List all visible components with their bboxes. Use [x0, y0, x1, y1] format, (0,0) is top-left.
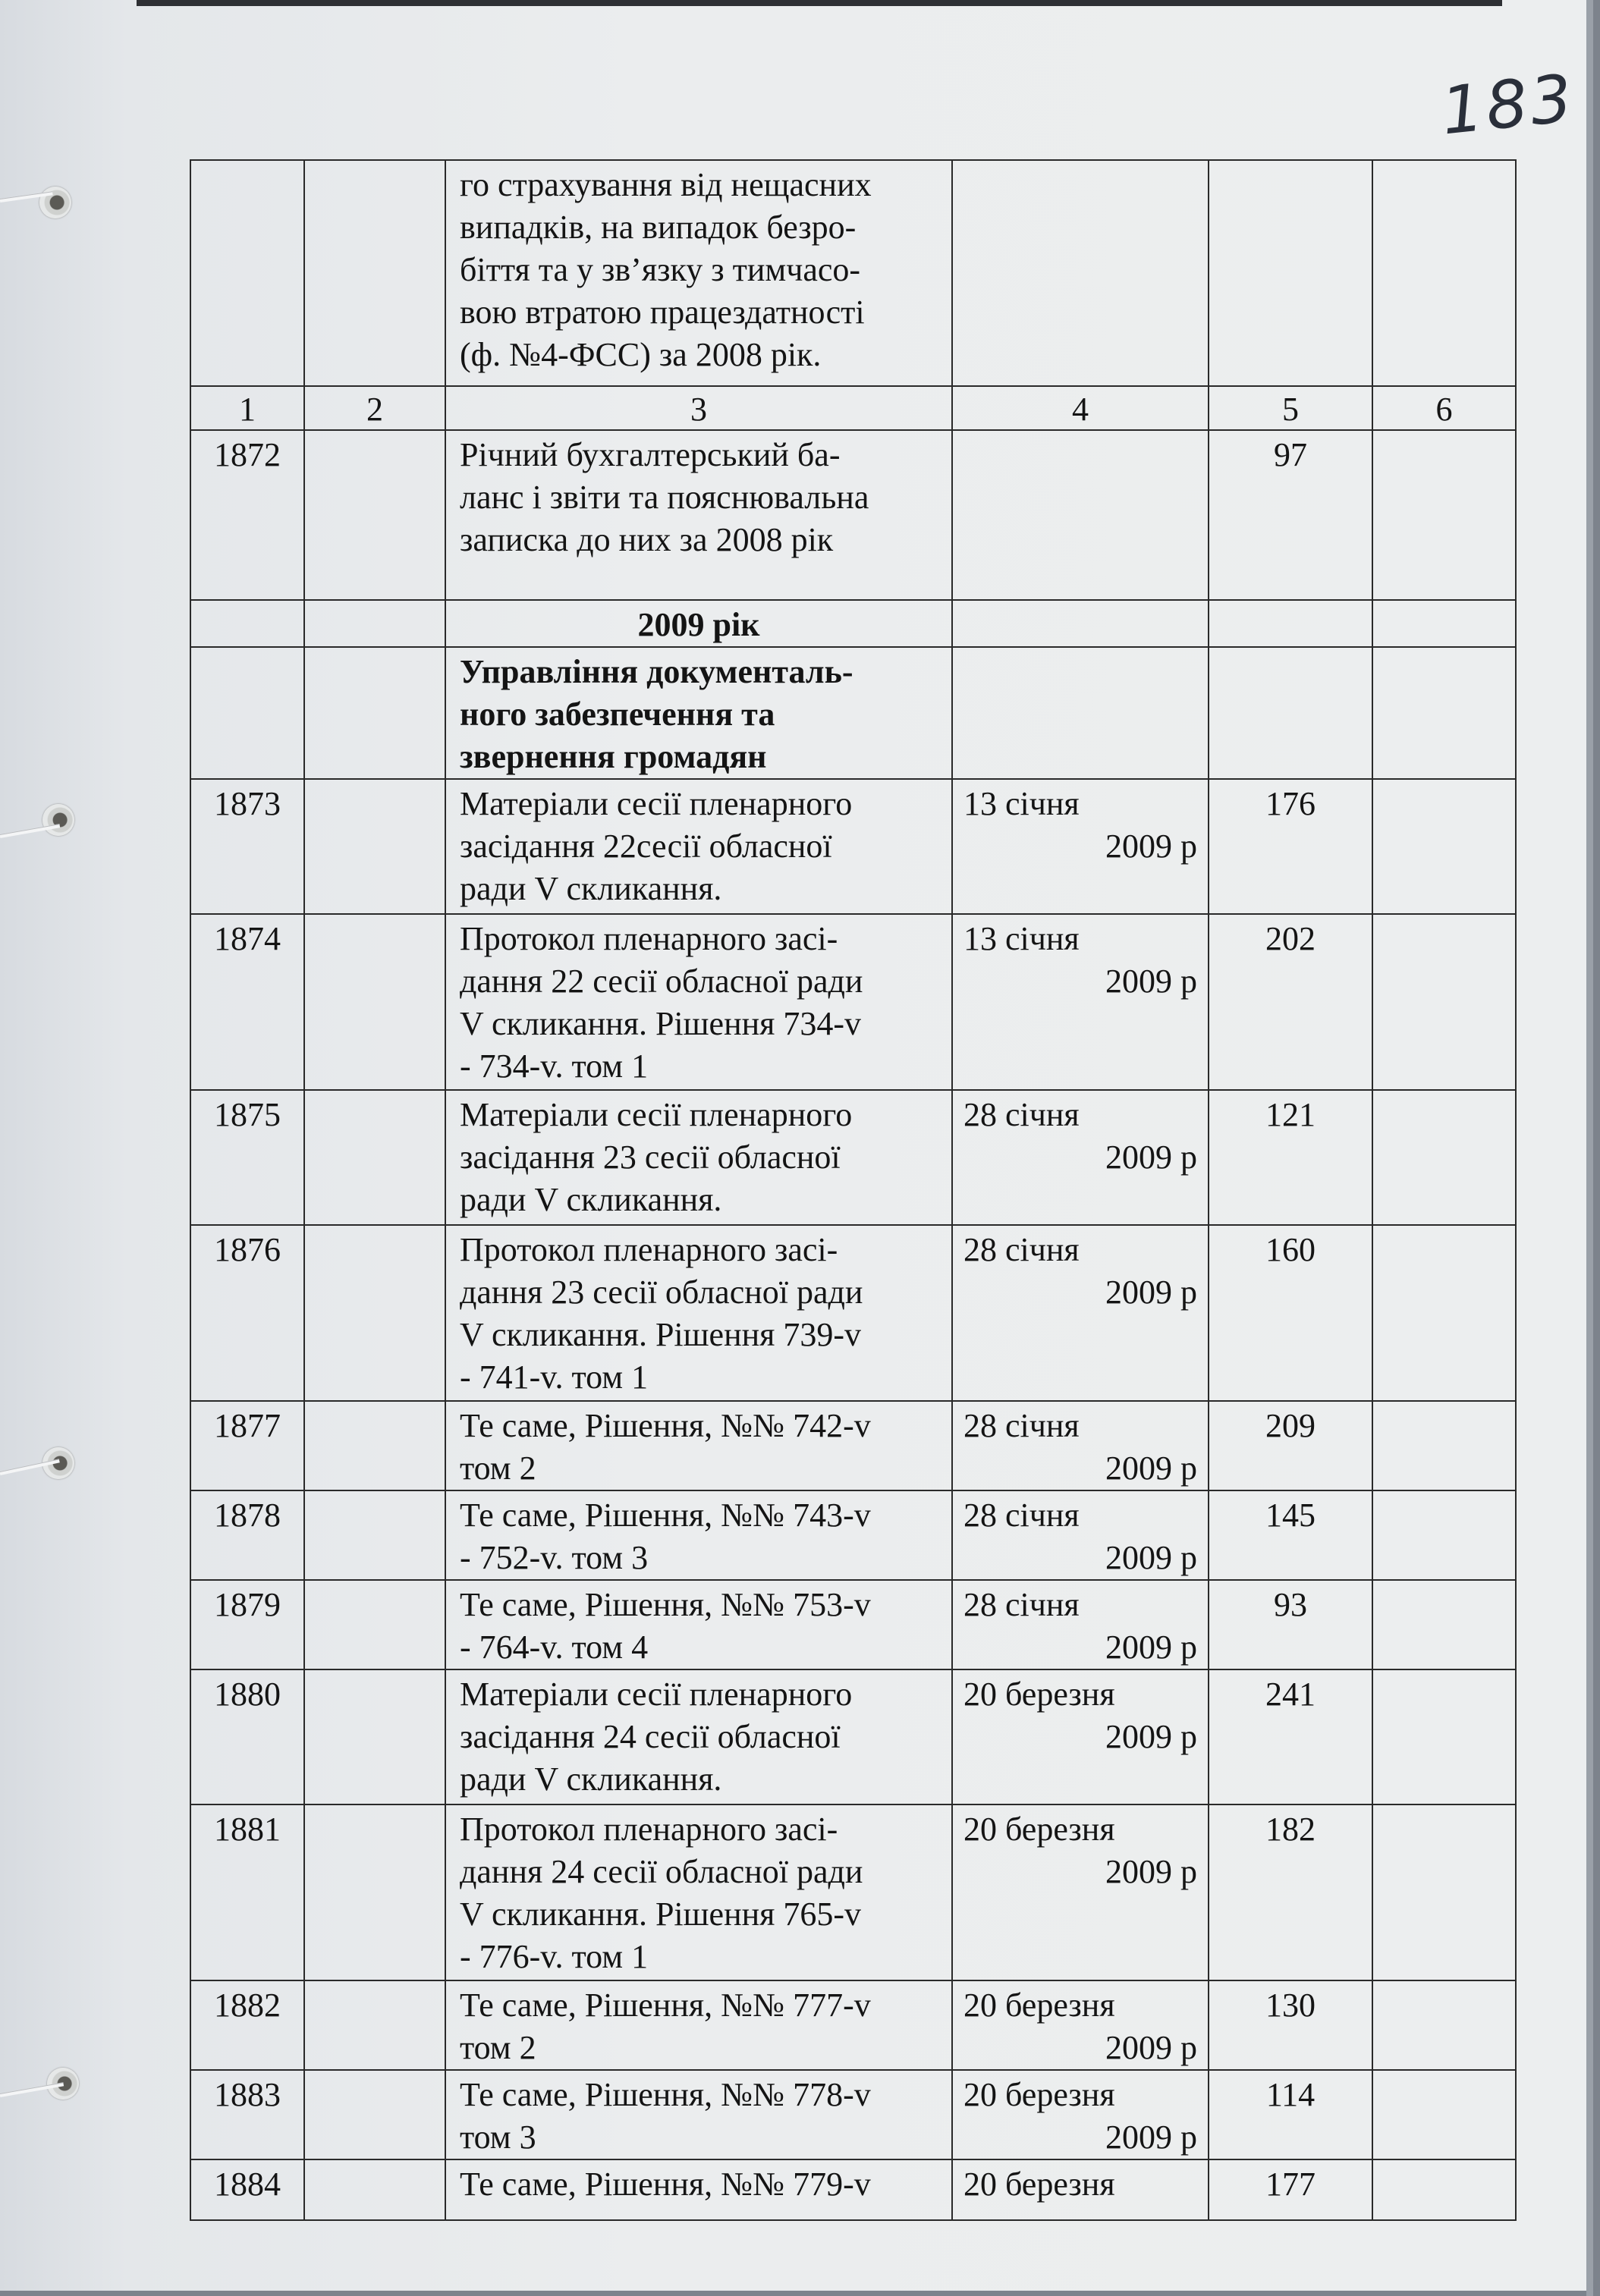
date-year: 2009 р: [1105, 2119, 1197, 2156]
date-day: 28 січня: [963, 1586, 1080, 1623]
description-line: Те саме, Рішення, №№ 742-v: [460, 1407, 871, 1444]
description-line: біття та у зв’язку з тимчасо-: [460, 251, 861, 288]
sheet-count: 160: [1209, 1225, 1372, 1401]
punch-hole: [42, 804, 74, 836]
cell-empty: [304, 1401, 445, 1490]
sheet-count: 202: [1209, 914, 1372, 1090]
cell-number: [190, 160, 304, 386]
description-line: звернення громадян: [460, 738, 767, 775]
date-year: 2009 р: [1105, 1718, 1197, 1755]
description-line: засідання 24 сесії обласної: [460, 1718, 841, 1755]
cell-notes: [1372, 160, 1516, 386]
cell-empty: [304, 1580, 445, 1669]
continued-row: [190, 160, 1516, 386]
cell-empty: [304, 914, 445, 1090]
description-line: V скликання. Рішення 734-v: [460, 1005, 862, 1042]
date-day: 20 березня: [963, 1811, 1115, 1848]
description-line: засідання 23 сесії обласної: [460, 1139, 841, 1176]
column-index: 1: [190, 386, 304, 430]
description-line: Те саме, Рішення, №№ 779-v: [460, 2166, 871, 2203]
date-day: 28 січня: [963, 1497, 1080, 1534]
case-number: 1876: [190, 1225, 304, 1401]
date-year: 2009 р: [1105, 1139, 1197, 1176]
cell-empty: [1209, 600, 1372, 647]
description-line: ради V скликання.: [460, 870, 722, 907]
case-date: [952, 1980, 1209, 2070]
table-row: [190, 430, 1516, 600]
description-line: засідання 22сесії обласної: [460, 828, 832, 865]
case-number: 1877: [190, 1401, 304, 1490]
cell-empty: [304, 779, 445, 914]
sheet-count: 145: [1209, 1490, 1372, 1580]
cell-notes: [1372, 1225, 1516, 1401]
cell-notes: [1372, 1401, 1516, 1490]
date-day: 20 березня: [963, 1676, 1115, 1713]
description-line: го страхування від нещасних: [460, 166, 872, 203]
case-description: [445, 779, 952, 914]
case-description: [445, 2159, 952, 2220]
case-number: 1882: [190, 1980, 304, 2070]
cell-empty: [952, 647, 1209, 779]
date-year: 2009 р: [1105, 828, 1197, 865]
cell-empty: [190, 647, 304, 779]
sheet-count: 121: [1209, 1090, 1372, 1225]
cell-notes: [1372, 430, 1516, 600]
date-year: 2009 р: [1105, 1853, 1197, 1890]
description-line: дання 23 сесії обласної ради: [460, 1274, 863, 1311]
case-date: [952, 1669, 1209, 1804]
cell-notes: [1372, 1090, 1516, 1225]
date-year: 2009 р: [1105, 963, 1197, 1000]
case-date: [952, 1401, 1209, 1490]
sheet-count: 130: [1209, 1980, 1372, 2070]
case-number: 1874: [190, 914, 304, 1090]
cell-date: [952, 430, 1209, 600]
description-line: Річний бухгалтерський ба-: [460, 436, 841, 473]
case-number: 1878: [190, 1490, 304, 1580]
date-year: 2009 р: [1105, 1274, 1197, 1311]
sheet-count: 97: [1209, 430, 1372, 600]
year-heading-row: [190, 600, 1516, 647]
table-row: [190, 1804, 1516, 1980]
case-date: [952, 779, 1209, 914]
description-line: том 3: [460, 2119, 536, 2156]
case-date: [952, 1804, 1209, 1980]
case-date: [952, 1090, 1209, 1225]
table-row: [190, 779, 1516, 914]
case-description: [445, 1090, 952, 1225]
cell-notes: [1372, 1980, 1516, 2070]
description-line: вою втратою працездатності: [460, 294, 865, 331]
cell-notes: [1372, 914, 1516, 1090]
table-row: [190, 1580, 1516, 1669]
table-row: [190, 1490, 1516, 1580]
case-description: [445, 1669, 952, 1804]
description-line: - 776-v. том 1: [460, 1938, 649, 1975]
cell-empty: [1372, 600, 1516, 647]
description-line: Матеріали сесії пленарного: [460, 1676, 853, 1713]
description-line: Те саме, Рішення, №№ 743-v: [460, 1497, 871, 1534]
cell-sheets: [1209, 160, 1372, 386]
sheet-edge: [1586, 0, 1593, 2296]
column-index-row: [190, 386, 1516, 430]
case-description: [445, 1580, 952, 1669]
table-row: [190, 1090, 1516, 1225]
inventory-rows: [190, 779, 1516, 2220]
sheet-count: 209: [1209, 1401, 1372, 1490]
description-line: записка до них за 2008 рік: [460, 521, 834, 558]
description-line: Те саме, Рішення, №№ 777-v: [460, 1987, 871, 2024]
cell-empty: [304, 160, 445, 386]
description-line: дання 22 сесії обласної ради: [460, 963, 863, 1000]
sheet-count: 176: [1209, 779, 1372, 914]
cell-empty: [952, 600, 1209, 647]
cell-notes: [1372, 1669, 1516, 1804]
case-number: 1879: [190, 1580, 304, 1669]
date-day: 20 березня: [963, 2166, 1115, 2203]
case-description: [445, 914, 952, 1090]
description-line: ного забезпечення та: [460, 696, 775, 733]
year-heading: 2009 рік: [445, 600, 952, 647]
cell-empty: [304, 1804, 445, 1980]
continued-description: [445, 160, 952, 386]
date-day: 28 січня: [963, 1231, 1080, 1268]
case-number: 1881: [190, 1804, 304, 1980]
cell-date: [952, 160, 1209, 386]
date-day: 20 березня: [963, 1987, 1115, 2024]
description-line: випадків, на випадок безро-: [460, 209, 857, 246]
cell-empty: [304, 600, 445, 647]
handwritten-page-number: [1438, 60, 1579, 150]
description-line: Протокол пленарного засі-: [460, 920, 838, 957]
case-date: [952, 1580, 1209, 1669]
case-date: [952, 914, 1209, 1090]
case-number: 1880: [190, 1669, 304, 1804]
date-year: 2009 р: [1105, 1539, 1197, 1576]
case-description: [445, 1980, 952, 2070]
cell-notes: [1372, 1580, 1516, 1669]
table-row: [190, 1225, 1516, 1401]
description-line: ради V скликання.: [460, 1760, 722, 1798]
punch-hole: [39, 187, 71, 218]
case-description: [445, 2070, 952, 2159]
table-row: [190, 2070, 1516, 2159]
column-index: 4: [952, 386, 1209, 430]
description-line: дання 24 сесії обласної ради: [460, 1853, 863, 1890]
description-line: ради V скликання.: [460, 1181, 722, 1218]
description-line: Протокол пленарного засі-: [460, 1231, 838, 1268]
scan-top-edge: [137, 0, 1502, 6]
description-line: - 752-v. том 3: [460, 1539, 649, 1576]
cell-empty: [304, 1669, 445, 1804]
description-line: V скликання. Рішення 765-v: [460, 1896, 862, 1933]
cell-empty: [1209, 647, 1372, 779]
description-line: том 2: [460, 1450, 536, 1487]
description-line: ланс і звіти та пояснювальна: [460, 479, 869, 516]
column-index: 6: [1372, 386, 1516, 430]
table-row: [190, 1980, 1516, 2070]
description-line: - 741-v. том 1: [460, 1358, 649, 1396]
cell-notes: [1372, 1490, 1516, 1580]
cell-empty: [304, 2159, 445, 2220]
sheet-count: 93: [1209, 1580, 1372, 1669]
cell-empty: [304, 2070, 445, 2159]
table-row: [190, 1401, 1516, 1490]
cell-empty: [1372, 647, 1516, 779]
case-description: [445, 1401, 952, 1490]
cell-empty: [304, 430, 445, 600]
case-date: [952, 2159, 1209, 2220]
case-number: 1872: [190, 430, 304, 600]
column-index: 5: [1209, 386, 1372, 430]
table-row: [190, 2159, 1516, 2220]
description-line: Матеріали сесії пленарного: [460, 1096, 853, 1133]
cell-empty: [304, 1980, 445, 2070]
case-date: [952, 1490, 1209, 1580]
date-day: 28 січня: [963, 1096, 1080, 1133]
description-line: - 734-v. том 1: [460, 1047, 649, 1085]
case-date: [952, 2070, 1209, 2159]
case-number: 1875: [190, 1090, 304, 1225]
date-day: 13 січня: [963, 785, 1080, 822]
cell-empty: [190, 600, 304, 647]
cell-empty: [304, 1090, 445, 1225]
description-line: Те саме, Рішення, №№ 753-v: [460, 1586, 871, 1623]
column-index: 2: [304, 386, 445, 430]
archive-inventory-table: [190, 159, 1517, 2221]
description-line: Те саме, Рішення, №№ 778-v: [460, 2076, 871, 2113]
cell-notes: [1372, 2070, 1516, 2159]
case-number: 1884: [190, 2159, 304, 2220]
description-line: V скликання. Рішення 739-v: [460, 1316, 862, 1353]
description-line: Протокол пленарного засі-: [460, 1811, 838, 1848]
description-line: (ф. №4-ФСС) за 2008 рік.: [460, 336, 822, 373]
case-description: [445, 1225, 952, 1401]
cell-empty: [304, 1490, 445, 1580]
cell-notes: [1372, 1804, 1516, 1980]
section-heading-row: [190, 647, 1516, 779]
case-description: [445, 1490, 952, 1580]
case-description-1872: [445, 430, 952, 600]
cell-empty: [304, 1225, 445, 1401]
date-day: 20 березня: [963, 2076, 1115, 2113]
sheet-count: 182: [1209, 1804, 1372, 1980]
cell-empty: [304, 647, 445, 779]
date-day: 13 січня: [963, 920, 1080, 957]
cell-notes: [1372, 779, 1516, 914]
sheet-count: 177: [1209, 2159, 1372, 2220]
cell-notes: [1372, 2159, 1516, 2220]
date-day: 28 січня: [963, 1407, 1080, 1444]
case-number: 1873: [190, 779, 304, 914]
sheet-count: 114: [1209, 2070, 1372, 2159]
case-number: 1883: [190, 2070, 304, 2159]
description-line: - 764-v. том 4: [460, 1629, 649, 1666]
description-line: Управління документаль-: [460, 653, 853, 690]
date-year: 2009 р: [1105, 1450, 1197, 1487]
page-number-text: 183: [1438, 60, 1579, 150]
case-date: [952, 1225, 1209, 1401]
sheet-count: 241: [1209, 1669, 1372, 1804]
table-row: [190, 1669, 1516, 1804]
table-row: [190, 914, 1516, 1090]
case-description: [445, 1804, 952, 1980]
section-heading: [445, 647, 952, 779]
description-line: том 2: [460, 2029, 536, 2066]
date-year: 2009 р: [1105, 1629, 1197, 1666]
description-line: Матеріали сесії пленарного: [460, 785, 853, 822]
date-year: 2009 р: [1105, 2029, 1197, 2066]
column-index: 3: [445, 386, 952, 430]
